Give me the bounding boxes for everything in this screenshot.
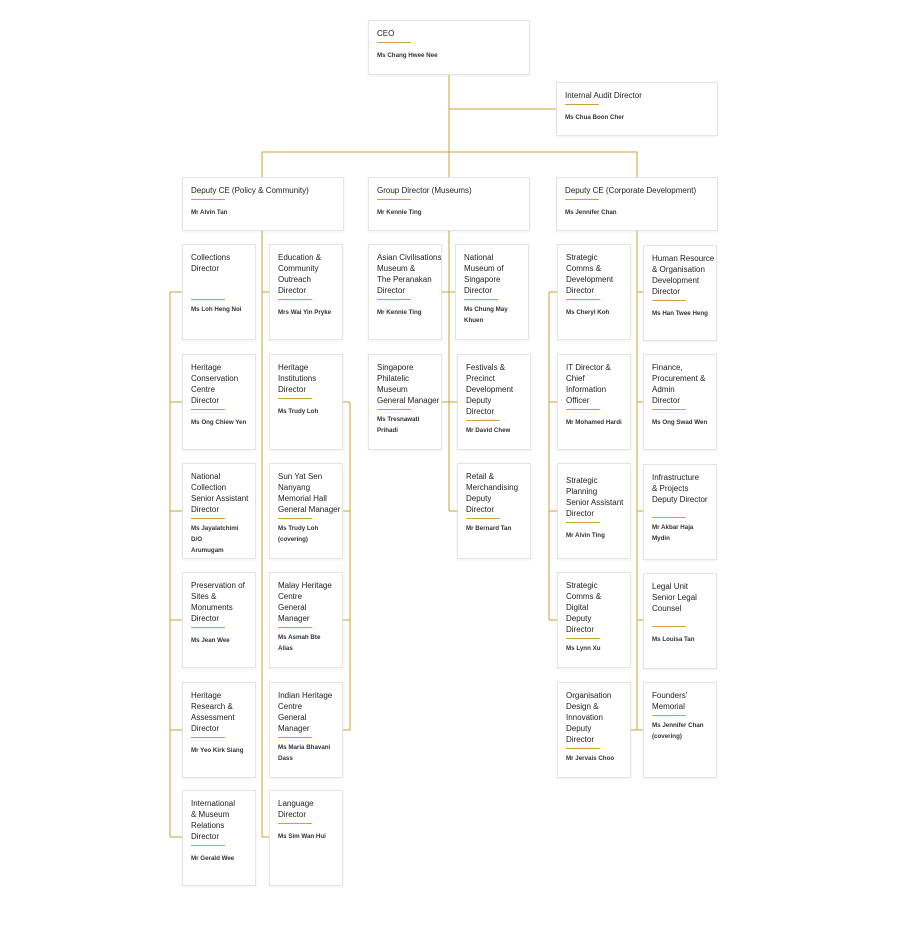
node-collections (182, 244, 256, 340)
node-retail (457, 463, 531, 559)
node-name: Mr Alvin Tan (191, 209, 228, 216)
node-title: International & Museum Relations Director (191, 799, 236, 841)
node-title: Founders' Memorial (652, 691, 688, 711)
title-underline (566, 299, 600, 300)
node-title: Legal Unit Senior Legal Counsel (652, 582, 697, 613)
node-national-collection (182, 463, 256, 559)
node-title: Infrastructure & Projects Deputy Director (652, 473, 708, 504)
node-name: Ms Jayalatchimi D/O Arumugam (191, 525, 239, 554)
title-underline (466, 420, 500, 421)
title-underline (191, 199, 225, 200)
title-underline (652, 409, 686, 410)
node-title: Strategic Comms & Development Director (566, 253, 614, 295)
node-strategic-comms-digital (557, 572, 631, 668)
node-strategic-comms (557, 244, 631, 340)
node-title: National Collection Senior Assistant Director (191, 472, 249, 514)
node-ceo (368, 20, 530, 75)
node-title: Education & Community Outreach Director (278, 253, 322, 295)
node-legal-unit (643, 573, 717, 669)
node-title: Strategic Comms & Digital Deputy Director (566, 581, 602, 634)
title-underline (566, 409, 600, 410)
node-title: IT Director & Chief Information Officer (566, 363, 611, 405)
node-name: Ms Ong Chiew Yen (191, 419, 247, 426)
title-underline (278, 299, 312, 300)
title-underline (278, 398, 312, 399)
node-title: Group Director (Museums) (377, 186, 472, 195)
node-name: Ms Maria Bhavani Dass (278, 744, 331, 762)
node-name: Ms Lynn Xu (566, 645, 601, 652)
title-underline (566, 638, 600, 639)
node-name: Mr Mohamed Hardi (566, 419, 622, 426)
title-underline (191, 299, 225, 300)
node-indian-heritage (269, 682, 343, 778)
node-name: Ms Tresnawati Prihadi (377, 416, 420, 434)
title-underline (278, 627, 312, 628)
node-festivals (457, 354, 531, 450)
node-asian-civilisations (368, 244, 442, 340)
title-underline (566, 522, 600, 523)
title-underline (191, 737, 225, 738)
node-name: Mr Jervais Choo (566, 755, 615, 762)
node-title: Collections Director (191, 253, 231, 273)
node-org-design (557, 682, 631, 778)
node-name: Mr David Chew (466, 427, 511, 434)
node-philatelic-museum (368, 354, 442, 450)
node-heritage-conservation (182, 354, 256, 450)
node-title: Asian Civilisations Museum & The Peranakan Director (377, 253, 442, 295)
node-name: Ms Chang Hwee Nee (377, 52, 438, 59)
node-international (182, 790, 256, 886)
node-name: Ms Loh Heng Noi (191, 306, 242, 313)
node-title: Deputy CE (Policy & Community) (191, 186, 309, 195)
node-title: Deputy CE (Corporate Development) (565, 186, 697, 195)
node-title: Heritage Conservation Centre Director (191, 363, 239, 405)
node-finance (643, 354, 717, 450)
node-it-director (557, 354, 631, 450)
title-underline (466, 518, 500, 519)
node-title: Heritage Research & Assessment Director (191, 691, 235, 733)
title-underline (565, 104, 599, 105)
node-name: Ms Jean Wee (191, 637, 230, 644)
node-name: Ms Jennifer Chan (covering) (652, 722, 704, 740)
node-name: Ms Ong Swad Wen (652, 419, 708, 426)
node-title: Preservation of Sites & Monuments Director (191, 581, 245, 623)
title-underline (377, 409, 411, 410)
node-name: Ms Asmah Bte Alias (278, 634, 321, 652)
node-sun-yat-sen (269, 463, 343, 559)
title-underline (464, 299, 498, 300)
node-title: Sun Yat Sen Nanyang Memorial Hall General Manager (278, 472, 341, 514)
title-underline (652, 517, 686, 518)
title-underline (191, 845, 225, 846)
node-title: Finance, Procurement & Admin Director (652, 363, 706, 405)
title-underline (377, 199, 411, 200)
node-preservation (182, 572, 256, 668)
title-underline (278, 737, 312, 738)
node-title: Internal Audit Director (565, 91, 642, 100)
node-name: Ms Trudy Loh (278, 408, 319, 415)
node-name: Mr Kennie Ting (377, 309, 422, 316)
title-underline (652, 715, 686, 716)
node-name: Mrs Wai Yin Pryke (278, 309, 332, 316)
node-name: Ms Chua Boon Cher (565, 114, 625, 121)
node-founders-memorial (643, 682, 717, 778)
title-underline (191, 409, 225, 410)
node-name: Ms Trudy Loh (covering) (278, 525, 319, 543)
title-underline (377, 299, 411, 300)
node-infrastructure (643, 464, 717, 560)
node-name: Mr Bernard Tan (466, 525, 512, 532)
node-name: Ms Jennifer Chan (565, 209, 617, 216)
title-underline (278, 518, 312, 519)
node-title: Singapore Philatelic Museum General Manager (377, 363, 440, 405)
node-title: Retail & Merchandising Deputy Director (466, 472, 519, 514)
node-title: Indian Heritage Centre General Manager (278, 691, 333, 733)
node-title: Malay Heritage Centre General Manager (278, 581, 332, 623)
node-title: Festivals & Precinct Development Deputy Director (466, 363, 514, 416)
node-human-resource (643, 245, 717, 341)
node-name: Mr Gerald Wee (191, 855, 235, 862)
node-language (269, 790, 343, 886)
node-name: Ms Louisa Tan (652, 636, 695, 643)
node-name: Mr Akbar Haja Mydin (652, 524, 694, 542)
title-underline (191, 518, 225, 519)
node-title: Heritage Institutions Director (278, 363, 317, 394)
node-name: Ms Han Twee Heng (652, 310, 708, 317)
title-underline (565, 199, 599, 200)
node-title: Strategic Planning Senior Assistant Director (566, 476, 624, 518)
title-underline (377, 42, 411, 43)
node-group-director-museums (368, 177, 530, 231)
node-name: Ms Chung May Khuen (464, 306, 508, 324)
node-title: National Museum of Singapore Director (464, 253, 504, 295)
node-national-museum (455, 244, 529, 340)
node-heritage-research (182, 682, 256, 778)
node-malay-heritage (269, 572, 343, 668)
node-internal-audit (556, 82, 718, 136)
node-title: CEO (377, 29, 395, 38)
title-underline (652, 626, 686, 627)
node-title: Organisation Design & Innovation Deputy Director (566, 691, 612, 744)
node-name: Ms Sim Wan Hui (278, 833, 326, 840)
title-underline (191, 627, 225, 628)
node-deputy-ce-corporate (556, 177, 718, 231)
node-title: Human Resource & Organisation Development Director (652, 254, 715, 296)
node-title: Language Director (278, 799, 314, 819)
title-underline (652, 300, 686, 301)
node-deputy-ce-policy (182, 177, 344, 231)
node-name: Ms Cheryl Koh (566, 309, 610, 316)
node-strategic-planning (557, 463, 631, 559)
node-heritage-institutions (269, 354, 343, 450)
title-underline (566, 748, 600, 749)
node-education (269, 244, 343, 340)
node-name: Mr Alvin Ting (566, 532, 605, 539)
title-underline (278, 823, 312, 824)
node-name: Mr Kennie Ting (377, 209, 422, 216)
node-name: Mr Yeo Kirk Siang (191, 747, 244, 754)
